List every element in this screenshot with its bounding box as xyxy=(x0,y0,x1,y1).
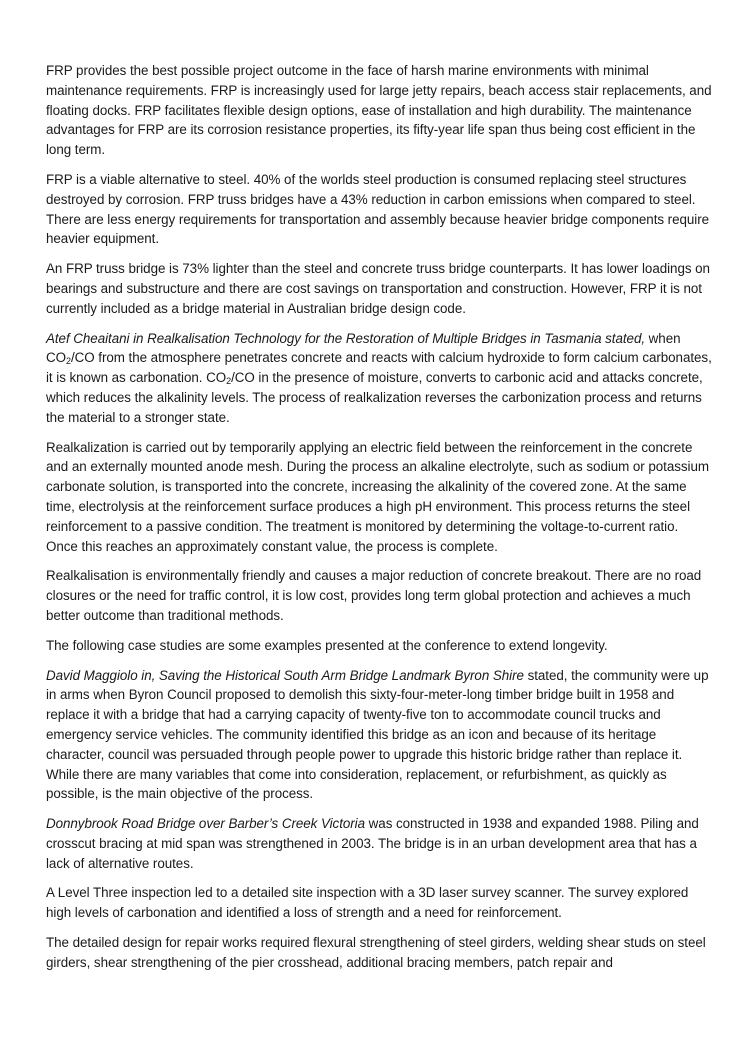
paragraph-south-arm-bridge xyxy=(46,666,712,805)
paragraph-text: Realkalization is carried out by temporarily applying an electric field between the reinforcement in the concrete and an externally mounted anode mesh. During the process an alkaline electrolyte, such as sodium or potassium carbonate solution, is transported into the concrete, increasing the alkalinity of the covered zone. At the same time, electrolysis at the reinforcement surface produces a high pH environment. This process returns the steel reinforcement to a passive condition. The treatment is monitored by determining the voltage-to-current ratio. Once this reaches an approximately constant value, the process is complete. xyxy=(46,439,709,554)
paragraph-text: Realkalisation is environmentally friendly and causes a major reduction of concrete breakout. There are no road closures or the need for traffic control, it is low cost, provides long term global protection and achieves a much better outcome than traditional methods. xyxy=(46,568,702,623)
paragraph-text: FRP is a viable alternative to steel. 40% of the worlds steel production is consumed replacing steel structures destroyed by corrosion. FRP truss bridges have a 43% reduction in carbon emissions when compared to steel. There are less energy requirements for transportation and assembly because heavier bridge components require heavier equipment. xyxy=(46,171,710,247)
paragraph-realkalisation-benefits xyxy=(46,566,712,625)
paragraph-text: was constructed in 1938 and expanded 1988. Piling and crosscut bracing at mid span was strengthened in 2003. The bridge is in an urban development area that has a lack of alternative routes. xyxy=(46,816,699,871)
paragraph-level-three-inspection xyxy=(46,883,712,923)
paragraph-text-mid: /CO from the atmosphere penetrates concrete and reacts with calcium hydroxide to form calcium carbonates, it is known as carbonation. CO xyxy=(46,350,712,386)
paragraph-text: An FRP truss bridge is 73% lighter than the steel and concrete truss bridge counterparts. It has lower loadings on bearings and substructure and there are cost savings on transportation and construction. However, FRP it is not currently included as a bridge material in Australian bridge design code. xyxy=(46,261,710,316)
paragraph-text: stated, the community were up in arms when Byron Council proposed to demolish this sixty-four-meter-long timber bridge built in 1958 and replace it with a bridge that had a carrying capacity of twenty-five ton to accommodate council trucks and emergency service vehicles. The community identified this bridge as an icon and because of its heritage character, council was persuaded through people power to upgrade this historic bridge rather than replace it. While there are many variables that come into consideration, replacement, or refurbishment, as quickly as possible, is the main objective of the process. xyxy=(46,667,709,802)
paragraph-text-pre: when CO xyxy=(46,330,681,366)
paragraph-text: The detailed design for repair works required flexural strengthening of steel girders, welding shear studs on steel girders, shear strengthening of the pier crosshead, additional bracing members, patch repair and xyxy=(46,935,706,970)
citation-italic: David Maggiolo in, Saving the Historical South Arm Bridge Landmark Byron Shire xyxy=(46,667,524,683)
paragraph-frp-steel-alternative xyxy=(46,170,712,249)
paragraph-donnybrook-bridge xyxy=(46,814,712,873)
subscript: 2 xyxy=(226,376,232,387)
paragraph-text: FRP provides the best possible project outcome in the face of harsh marine environments with minimal maintenance requirements. FRP is increasingly used for large jetty repairs, beach access stair replacements, and floating docks. FRP facilitates flexible design options, ease of installation and high durability. The maintenance advantages for FRP are its corrosion resistance properties, its fifty-year life span thus being cost efficient in the long term. xyxy=(46,63,712,158)
paragraph-repair-design xyxy=(46,933,712,973)
paragraph-text-post: /CO in the presence of moisture, converts to carbonic acid and attacks concrete, which reduces the alkalinity levels. The process of realkalization reverses the carbonization process and returns the material to a stronger state. xyxy=(46,370,703,425)
paragraph-frp-truss-bridge xyxy=(46,259,712,318)
citation-italic: Atef Cheaitani in Realkalisation Technology for the Restoration of Multiple Bridges in Tasmania stated, xyxy=(46,330,646,346)
document-page xyxy=(46,61,712,983)
citation-italic: Donnybrook Road Bridge over Barber’s Creek Victoria xyxy=(46,816,365,832)
paragraph-realkalisation-intro xyxy=(46,329,712,428)
paragraph-case-studies-intro xyxy=(46,636,712,656)
paragraph-realkalization-process xyxy=(46,438,712,557)
subscript: 2 xyxy=(66,356,71,367)
paragraph-frp-marine xyxy=(46,61,712,160)
paragraph-text: A Level Three inspection led to a detailed site inspection with a 3D laser survey scanner. The survey explored high levels of carbonation and identified a loss of strength and a need for reinforcement. xyxy=(46,885,689,921)
paragraph-text: The following case studies are some examples presented at the conference to extend longevity. xyxy=(46,637,608,653)
